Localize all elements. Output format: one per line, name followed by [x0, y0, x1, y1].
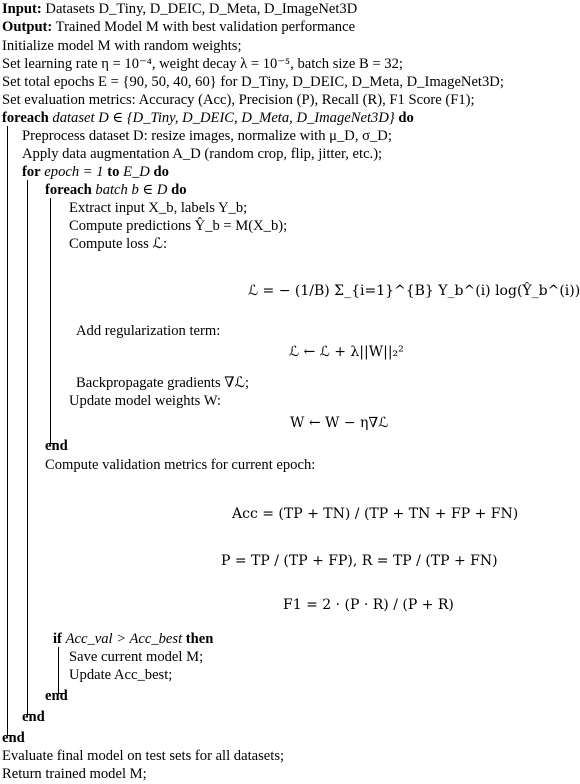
extract-line: Extract input X_b, labels Y_b;: [69, 200, 248, 216]
foreach-batch-block-tick: [50, 443, 57, 444]
epochs-line: Set total epochs E = {90, 50, 40, 60} for D_Tiny, D_DEIC, D_Meta, D_ImageNet3D;: [2, 74, 504, 90]
augmentation-line: Apply data augmentation A_D (random crop, flip, jitter, etc.);: [22, 146, 383, 162]
accuracy-equation: Acc = (TP + TN) / (TP + TN + FP + FN): [232, 506, 519, 522]
predictions-line: Compute predictions Ŷ_b = M(X_b);: [69, 218, 288, 234]
foreach-keyword: foreach: [45, 182, 92, 198]
regularization-equation: ℒ ← ℒ + λ||W||₂²: [289, 344, 404, 360]
foreach-keyword: foreach: [2, 110, 49, 126]
save-model-line: Save current model M;: [69, 649, 204, 665]
end-foreach-batch: end: [45, 438, 68, 454]
for-limit: E_D: [123, 164, 150, 180]
output-keyword: Output:: [2, 19, 53, 35]
do-keyword: do: [171, 182, 187, 198]
regularization-line: Add regularization term:: [76, 323, 221, 339]
precision-recall-equation: P = TP / (TP + FP), R = TP / (TP + FN): [221, 553, 498, 569]
if-block-line: [58, 647, 59, 693]
input-keyword: Input:: [2, 1, 42, 17]
if-keyword: if: [53, 631, 62, 647]
backprop-line: Backpropagate gradients ∇ℒ;: [76, 375, 250, 391]
for-epoch-block-tick: [27, 714, 34, 715]
if-block-tick: [58, 693, 65, 694]
foreach-dataset-text: dataset D ∈ {D_Tiny, D_DEIC, D_Meta, D_ImageNet3D}: [52, 110, 395, 126]
update-weights-line: Update model weights W:: [69, 393, 221, 409]
loss-equation: ℒ = − (1/B) Σ_{i=1}^{B} Y_b^(i) log(Ŷ_b^(i)): [248, 283, 580, 299]
f1-equation: F1 = 2 · (P · R) / (P + R): [283, 597, 454, 613]
init-line: Initialize model M with random weights;: [2, 38, 242, 54]
validation-line: Compute validation metrics for current epoch:: [45, 457, 316, 473]
evaluate-line: Evaluate final model on test sets for all datasets;: [2, 748, 285, 764]
then-keyword: then: [185, 631, 214, 647]
update-equation: W ← W − η∇ℒ: [290, 415, 389, 431]
for-epoch-block-line: [27, 180, 28, 714]
foreach-dataset-line: [2, 109, 414, 127]
metrics-line: Set evaluation metrics: Accuracy (Acc), Precision (P), Recall (R), F1 Score (F1);: [2, 92, 475, 108]
if-line: [53, 630, 213, 648]
foreach-batch-text: batch b ∈ D: [95, 182, 168, 198]
for-epoch-line: [22, 163, 169, 181]
foreach-dataset-block-line: [7, 126, 8, 735]
do-keyword: do: [153, 164, 169, 180]
input-line: [2, 0, 357, 18]
output-line: [2, 18, 355, 36]
compute-loss-line: Compute loss ℒ:: [69, 236, 168, 252]
for-keyword: for: [22, 164, 41, 180]
end-foreach-dataset: end: [2, 730, 25, 746]
do-keyword: do: [398, 110, 414, 126]
end-for-epoch: end: [22, 709, 45, 725]
for-epoch-text: epoch = 1: [44, 164, 104, 180]
hyperparam-line: Set learning rate η = 10⁻⁴, weight decay λ = 10⁻⁵, batch size B = 32;: [2, 56, 403, 72]
if-condition: Acc_val > Acc_best: [65, 631, 183, 647]
update-best-line: Update Acc_best;: [69, 667, 173, 683]
preprocess-line: Preprocess dataset D: resize images, normalize with μ_D, σ_D;: [22, 128, 392, 144]
foreach-batch-line: [45, 181, 187, 199]
to-keyword: to: [107, 164, 120, 180]
input-text: Datasets D_Tiny, D_DEIC, D_Meta, D_ImageNet3D: [45, 1, 358, 17]
return-line: Return trained model M;: [2, 766, 147, 782]
end-if: end: [45, 688, 68, 704]
foreach-batch-block-line: [50, 198, 51, 443]
foreach-dataset-block-tick: [7, 735, 14, 736]
output-text: Trained Model M with best validation performance: [55, 19, 356, 35]
